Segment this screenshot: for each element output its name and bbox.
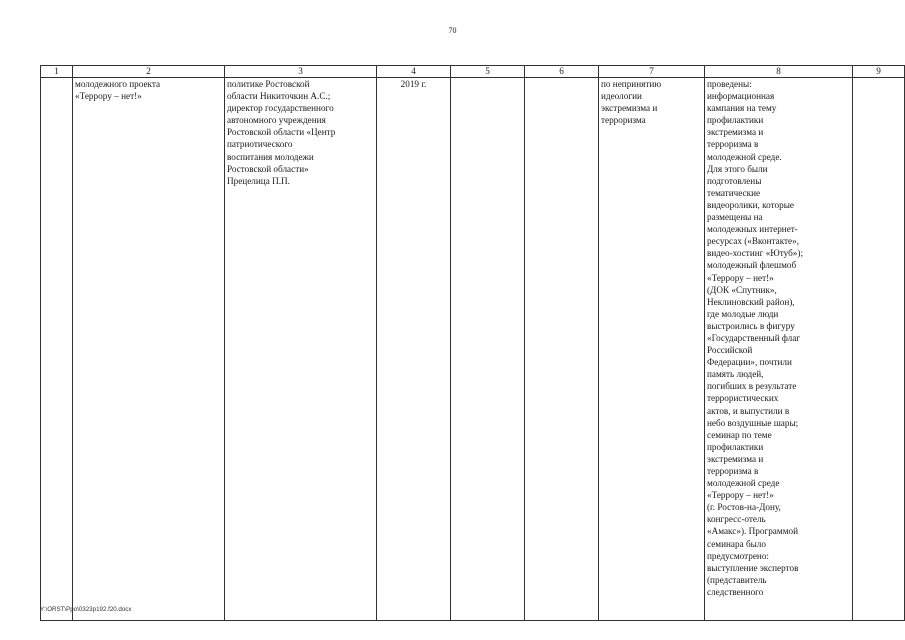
cell-col-5 <box>451 78 525 621</box>
column-header-6: 6 <box>525 66 599 78</box>
column-header-8: 8 <box>705 66 853 78</box>
column-header-9: 9 <box>853 66 905 78</box>
cell-responsible: политике Ростовской области Никиточкин А.С.; директор государственного автономного учреждения Ростовской области «Центр патриотического воспитания молодежи Ростовской области» Прецелица П.П. <box>225 78 377 621</box>
cell-col-1 <box>41 78 73 621</box>
column-header-3: 3 <box>225 66 377 78</box>
header-row <box>41 66 905 78</box>
cell-project-name: молодежного проекта «Терроpy – нет!» <box>73 78 225 621</box>
cell-goal: по непринятию идеологии экстремизма и терроризма <box>599 78 705 621</box>
cell-col-9 <box>853 78 905 621</box>
file-path-footer: Y:\ORST\Ppo\0323p192.f20.docx <box>40 606 132 613</box>
table-row <box>41 78 905 621</box>
cell-year: 2019 г. <box>377 78 451 621</box>
column-header-2: 2 <box>73 66 225 78</box>
column-header-1: 1 <box>41 66 73 78</box>
cell-results: проведены: информационная кампания на тему профилактики экстремизма и терроризма в молодежной среде. Для этого были подготовлены тематические видеоролики, которые размещены на молодежных интернет- ресурсах («Вконтакте», видео-хостинг «Ютуб»); молодежный флешмоб «Терроpy – нет!» (ДОК «Спутник», Неклиновский район), где молодые люди выстроились в фигуру «Государственный флаг Российской Федерации», почтили память людей, погибших в результате террористических актов, и выпустили в небо воздушные шары; семинар по теме профилактики экстремизма и терроризма в молодежной среде «Терроpy – нет!» (г. Ростов-на-Дону, конгресс-отель «Амакс»). Программой семинара было предусмотрено: выступление экспертов (представитель следственного <box>705 78 853 621</box>
page-number: 70 <box>448 26 457 35</box>
column-header-7: 7 <box>599 66 705 78</box>
cell-col-6 <box>525 78 599 621</box>
measures-table <box>40 65 905 621</box>
column-header-4: 4 <box>377 66 451 78</box>
column-header-5: 5 <box>451 66 525 78</box>
